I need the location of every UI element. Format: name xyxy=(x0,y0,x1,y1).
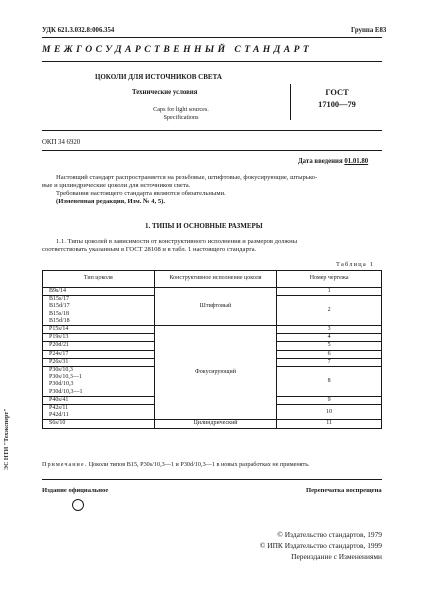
introduction-date xyxy=(298,158,368,165)
table-header-row xyxy=(43,271,382,288)
edition-mark-circle xyxy=(72,499,84,511)
cap-type-cell xyxy=(43,358,155,366)
drawing-number-cell: 2 xyxy=(277,296,382,326)
cap-type-cell xyxy=(43,420,155,428)
cap-type: P30s/10,3—1 xyxy=(49,374,82,381)
drawing-number-cell: 8 xyxy=(277,367,382,397)
section-heading: 1. ТИПЫ И ОСНОВНЫЕ РАЗМЕРЫ xyxy=(145,222,263,230)
cap-type: P26s/31 xyxy=(49,358,69,365)
cap-type-cell xyxy=(43,326,155,334)
paragraph-line: соответствовать указанным в ГОСТ 28108 и в табл. 1 настоящего стандарта. xyxy=(42,246,257,253)
cap-type: B15s/17 xyxy=(49,296,70,303)
table-note xyxy=(42,461,382,468)
drawing-number-cell: 9 xyxy=(277,396,382,404)
cap-type: P15s/14 xyxy=(49,326,69,333)
table-row xyxy=(43,326,382,334)
group-code: Группа Е83 xyxy=(351,27,387,34)
cap-type-cell xyxy=(43,367,155,397)
cap-type: P40s/41 xyxy=(49,396,69,403)
reissue-note: Переиздание с Изменениями xyxy=(291,552,382,561)
cap-type-cell xyxy=(43,342,155,350)
cap-type: P30d/10,3 xyxy=(49,381,74,388)
cap-type: B15d/17 xyxy=(49,303,70,310)
reprint-prohibited-label: Перепечатка воспрещена xyxy=(306,487,382,494)
cap-type-cell xyxy=(43,334,155,342)
table-row xyxy=(43,288,382,296)
gost-label: ГОСТ xyxy=(325,88,349,97)
cap-type: B15s/18 xyxy=(49,310,70,317)
design-cell-pin: Штифтовый xyxy=(154,288,277,326)
design-cell-focusing: Фокусирующий xyxy=(154,326,277,420)
official-edition-label: Издание официальное xyxy=(42,487,109,494)
drawing-number-cell: 7 xyxy=(277,358,382,366)
date-value: 01.01.80 xyxy=(344,158,369,165)
interstate-standard-banner: МЕЖГОСУДАРСТВЕННЫЙ СТАНДАРТ xyxy=(42,44,313,55)
cap-type: P30s/10,3 xyxy=(49,367,73,374)
amendment-note: (Измененная редакция, Изм. № 4, 5). xyxy=(56,198,166,205)
drawing-number-cell: 4 xyxy=(277,334,382,342)
cap-type: B9s/14 xyxy=(49,288,67,294)
side-stamp: ЭС НТИ "Техэксперт" xyxy=(4,408,10,470)
cap-type: P42d/11 xyxy=(49,412,69,419)
drawing-number-cell: 5 xyxy=(277,342,382,350)
gost-designation xyxy=(290,84,383,120)
paragraph-line: 1.1. Типы цоколей в зависимости от конструктивного исполнения и размеров должны xyxy=(56,238,298,245)
cap-type: P42s/11 xyxy=(49,405,69,412)
cap-type-cell xyxy=(43,296,155,326)
cap-type: B15d/18 xyxy=(49,317,70,324)
english-title xyxy=(146,106,216,122)
footer-rule xyxy=(42,479,382,480)
english-title-line: Caps for light sources. xyxy=(153,106,209,113)
document-title: ЦОКОЛИ ДЛЯ ИСТОЧНИКОВ СВЕТА xyxy=(95,73,222,81)
drawing-number-cell: 3 xyxy=(277,326,382,334)
cap-type-cell xyxy=(43,350,155,358)
note-text: Цоколи типов B15, P30s/10,3—1 и P30d/10,3—1 в новых разработках не применять. xyxy=(88,461,310,468)
section-paragraph xyxy=(42,238,382,254)
paragraph-line: Требования настоящего стандарта являются обязательными. xyxy=(56,190,226,197)
copyright-line: © Издательство стандартов, 1979 xyxy=(277,530,382,539)
banner-rule xyxy=(42,61,382,62)
caps-table xyxy=(42,270,382,429)
cap-type: P19s/13 xyxy=(49,334,69,341)
header-cap-type: Тип цоколя xyxy=(43,271,155,288)
drawing-number-cell: 1 xyxy=(277,288,382,296)
top-rule xyxy=(42,37,382,38)
cap-type-cell xyxy=(43,288,155,296)
okp-code: ОКП 34 6920 xyxy=(42,139,81,146)
note-label: Примечание. xyxy=(42,461,88,468)
cap-type: S6s/10 xyxy=(49,420,66,427)
paragraph-line: Настоящий стандарт распространяется на резьбовые, штифтовые, фокусирующие, штырько- xyxy=(56,174,318,181)
scope-paragraph xyxy=(42,174,382,206)
date-label: Дата введения xyxy=(298,158,343,165)
cap-type: P30d/10,3—1 xyxy=(49,388,83,395)
cap-type-cell xyxy=(43,405,155,420)
document-subtitle: Технические условия xyxy=(132,89,198,96)
header-design: Конструктивное исполнение цоколя xyxy=(154,271,277,288)
drawing-number-cell: 6 xyxy=(277,350,382,358)
cap-type-cell xyxy=(43,396,155,404)
cap-type: P24s/17 xyxy=(49,350,69,357)
table-row xyxy=(43,420,382,428)
gost-number: 17100—79 xyxy=(318,100,356,109)
title-rule xyxy=(42,130,382,131)
header-drawing-number: Номер чертежа xyxy=(277,271,382,288)
paragraph-line: вые и цилиндрические цоколи для источников света. xyxy=(42,182,191,189)
design-cell-cylindrical: Цилиндрический xyxy=(154,420,277,428)
udk-code: УДК 621.3.032.8:006.354 xyxy=(42,27,115,34)
english-title-line: Specifications xyxy=(163,114,199,121)
cap-type: P20d/21 xyxy=(49,342,70,349)
drawing-number-cell: 10 xyxy=(277,405,382,420)
drawing-number-cell: 11 xyxy=(277,420,382,428)
copyright-line: © ИПК Издательство стандартов, 1999 xyxy=(259,541,382,550)
table-number: Таблица 1 xyxy=(336,261,375,268)
okp-rule xyxy=(42,150,382,151)
